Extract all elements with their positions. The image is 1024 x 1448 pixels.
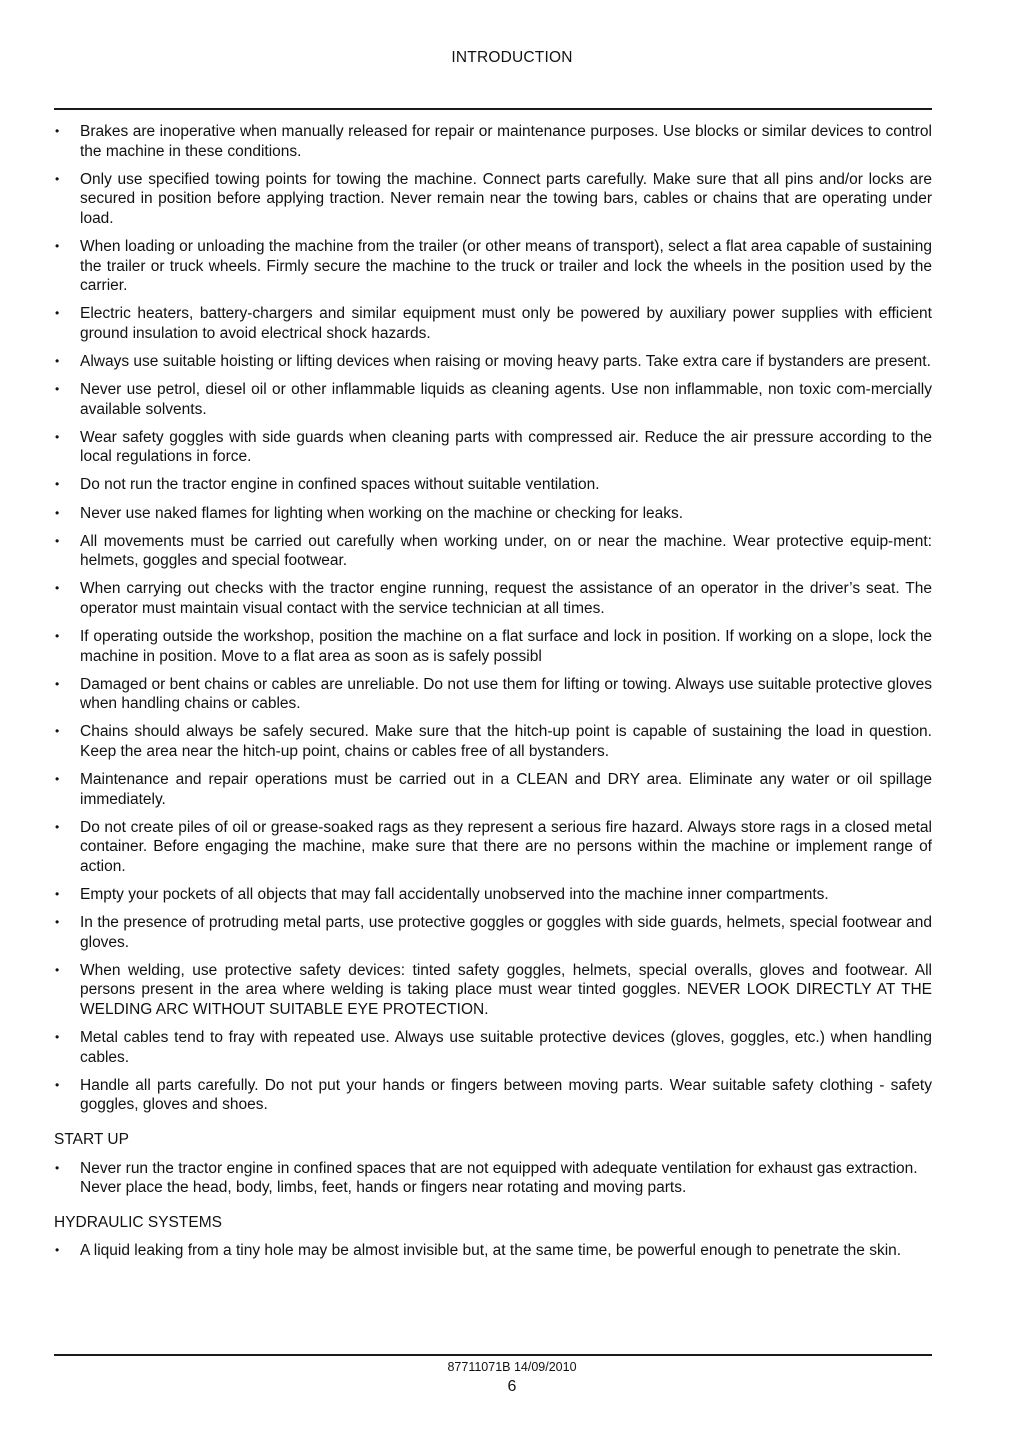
- start-up-line-1: • Never run the tractor engine in confined spaces that are not equipped with adequate ventilation for exhaust gas extraction.: [80, 1159, 918, 1177]
- list-item: • Never use naked flames for lighting when working on the machine or checking for leaks.: [54, 504, 932, 524]
- list-item: • Chains should always be safely secured. Make sure that the hitch-up point is capable of sustaining the load in question. Keep the area near the hitch-up point, chains or cables free of all bystanders.: [54, 722, 932, 761]
- list-item: [54, 1159, 932, 1198]
- list-item: • Do not run the tractor engine in confined spaces without suitable ventilation.: [54, 475, 932, 495]
- list-item: • A liquid leaking from a tiny hole may be almost invisible but, at the same time, be powerful enough to penetrate the skin.: [54, 1241, 932, 1261]
- safety-bullet-list: [54, 122, 932, 1115]
- list-item: • Empty your pockets of all objects that may fall accidentally unobserved into the machine inner compartments.: [54, 885, 932, 905]
- list-item: • Maintenance and repair operations must be carried out in a CLEAN and DRY area. Eliminate any water or oil spillage immediately.: [54, 770, 932, 809]
- page-header: INTRODUCTION: [451, 49, 573, 66]
- list-item: • Electric heaters, battery-chargers and similar equipment must only be powered by auxiliary power supplies with efficient ground insulation to avoid electrical shock hazards.: [54, 304, 932, 343]
- list-item: • Always use suitable hoisting or lifting devices when raising or moving heavy parts. Take extra care if bystanders are present.: [54, 352, 932, 372]
- list-item: • Do not create piles of oil or grease-soaked rags as they represent a serious fire hazard. Always store rags in a closed metal container. Before engaging the machine, make sure that there are no persons within the machine or implement range of action.: [54, 818, 932, 877]
- list-item: • If operating outside the workshop, position the machine on a flat surface and lock in position. If working on a slope, lock the machine in position. Move to a flat area as soon as is safely possibl: [54, 627, 932, 666]
- list-item: • Never use petrol, diesel oil or other inflammable liquids as cleaning agents. Use non inflammable, non toxic com-mercially available solvents.: [54, 380, 932, 419]
- start-up-list: [54, 1159, 932, 1198]
- list-item: • When welding, use protective safety devices: tinted safety goggles, helmets, special overalls, gloves and footwear. All persons present in the area where welding is taking place must wear tinted goggles. NEVER LOOK DIRECTLY AT THE WELDING ARC WITHOUT SUITABLE EYE PROTECTION.: [54, 961, 932, 1020]
- start-up-line-2: Never place the head, body, limbs, feet, hands or fingers near rotating and moving parts.: [80, 1179, 687, 1197]
- list-item: • Handle all parts carefully. Do not put your hands or fingers between moving parts. Wear suitable safety clothing - safety goggles, gloves and shoes.: [54, 1076, 932, 1115]
- start-up-heading: START UP: [54, 1130, 129, 1148]
- page-number: 6: [507, 1378, 517, 1395]
- footer-rule: [54, 1354, 932, 1356]
- document-body: [54, 122, 932, 1269]
- header-rule: [54, 108, 932, 110]
- hydraulic-systems-heading: HYDRAULIC SYSTEMS: [54, 1213, 222, 1231]
- list-item: • When loading or unloading the machine from the trailer (or other means of transport), select a flat area capable of sustaining the trailer or truck wheels. Firmly secure the machine to the truck or trailer and lock the wheels in the position used by the carrier.: [54, 237, 932, 296]
- list-item: • Metal cables tend to fray with repeated use. Always use suitable protective devices (gloves, goggles, etc.) when handling cables.: [54, 1028, 932, 1067]
- list-item: • Brakes are inoperative when manually released for repair or maintenance purposes. Use blocks or similar devices to control the machine in these conditions.: [54, 122, 932, 161]
- list-item: • Wear safety goggles with side guards when cleaning parts with compressed air. Reduce the air pressure according to the local regulations in force.: [54, 428, 932, 467]
- list-item: • All movements must be carried out carefully when working under, on or near the machine. Wear protective equip-ment: helmets, goggles and special footwear.: [54, 532, 932, 571]
- list-item: • In the presence of protruding metal parts, use protective goggles or goggles with side guards, helmets, special footwear and gloves.: [54, 913, 932, 952]
- hydraulic-list: [54, 1241, 932, 1261]
- list-item: • Only use specified towing points for towing the machine. Connect parts carefully. Make sure that all pins and/or locks are secured in position before applying traction. Never remain near the towing bars, cables or chains that are operating under load.: [54, 170, 932, 229]
- list-item: • Damaged or bent chains or cables are unreliable. Do not use them for lifting or towing. Always use suitable protective gloves when handling chains or cables.: [54, 675, 932, 714]
- document-code: 87711071B 14/09/2010: [447, 1360, 577, 1374]
- list-item: • When carrying out checks with the tractor engine running, request the assistance of an operator in the driver’s seat. The operator must maintain visual contact with the service technician at all times.: [54, 579, 932, 618]
